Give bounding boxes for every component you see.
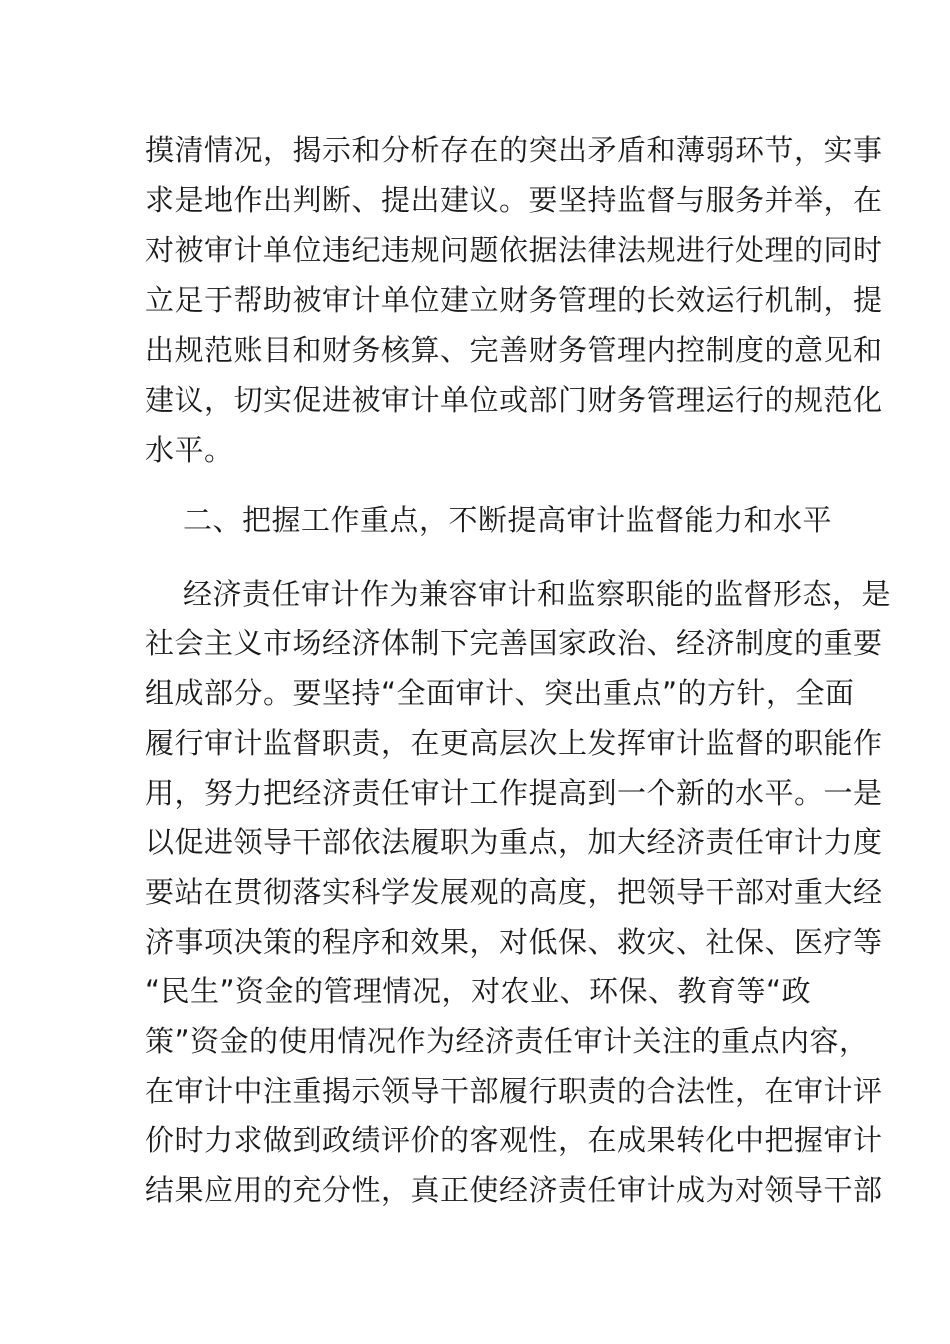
paragraph-1-line-4: 立足于帮助被审计单位建立财务管理的长效运行机制，提 [145,283,883,317]
paragraph-2-line-10: 策”资金的使用情况作为经济责任审计关注的重点内容， [145,1024,869,1058]
paragraph-2-line-12: 价时力求做到政绩评价的客观性，在成果转化中把握审计 [145,1123,883,1157]
paragraph-2-line-13: 结果应用的充分性，真正使经济责任审计成为对领导干部 [145,1173,883,1207]
paragraph-1-line-1: 摸清情况，揭示和分析存在的突出矛盾和薄弱环节，实事 [145,133,883,167]
paragraph-2-line-8: 济事项决策的程序和效果，对低保、救灾、社保、医疗等 [145,925,883,959]
paragraph-2-line-1: 经济责任审计作为兼容审计和监察职能的监督形态，是 [183,577,892,611]
paragraph-2-line-9: “民生”资金的管理情况，对农业、环保、教育等“政 [145,974,812,1008]
paragraph-1-line-5: 出规范账目和财务核算、完善财务管理内控制度的意见和 [145,333,883,367]
paragraph-2-line-3: 组成部分。要坚持“全面审计、突出重点”的方针，全面 [145,676,855,710]
paragraph-1-line-6: 建议，切实促进被审计单位或部门财务管理运行的规范化 [145,383,883,417]
paragraph-2-line-6: 以促进领导干部依法履职为重点，加大经济责任审计力度 [145,825,883,859]
paragraph-1-line-3: 对被审计单位违纪违规问题依据法律法规进行处理的同时 [145,233,883,267]
paragraph-2-line-4: 履行审计监督职责，在更高层次上发挥审计监督的职能作 [145,726,883,760]
paragraph-1-line-7: 水平。 [145,433,234,467]
paragraph-2-line-5: 用，努力把经济责任审计工作提高到一个新的水平。一是 [145,776,883,810]
paragraph-2-line-7: 要站在贯彻落实科学发展观的高度，把领导干部对重大经 [145,875,883,909]
paragraph-1-line-2: 求是地作出判断、提出建议。要坚持监督与服务并举，在 [145,183,883,217]
paragraph-2-line-11: 在审计中注重揭示领导干部履行职责的合法性，在审计评 [145,1074,883,1108]
paragraph-2-line-2: 社会主义市场经济体制下完善国家政治、经济制度的重要 [145,626,883,660]
section-heading: 二、把握工作重点，不断提高审计监督能力和水平 [183,503,833,537]
